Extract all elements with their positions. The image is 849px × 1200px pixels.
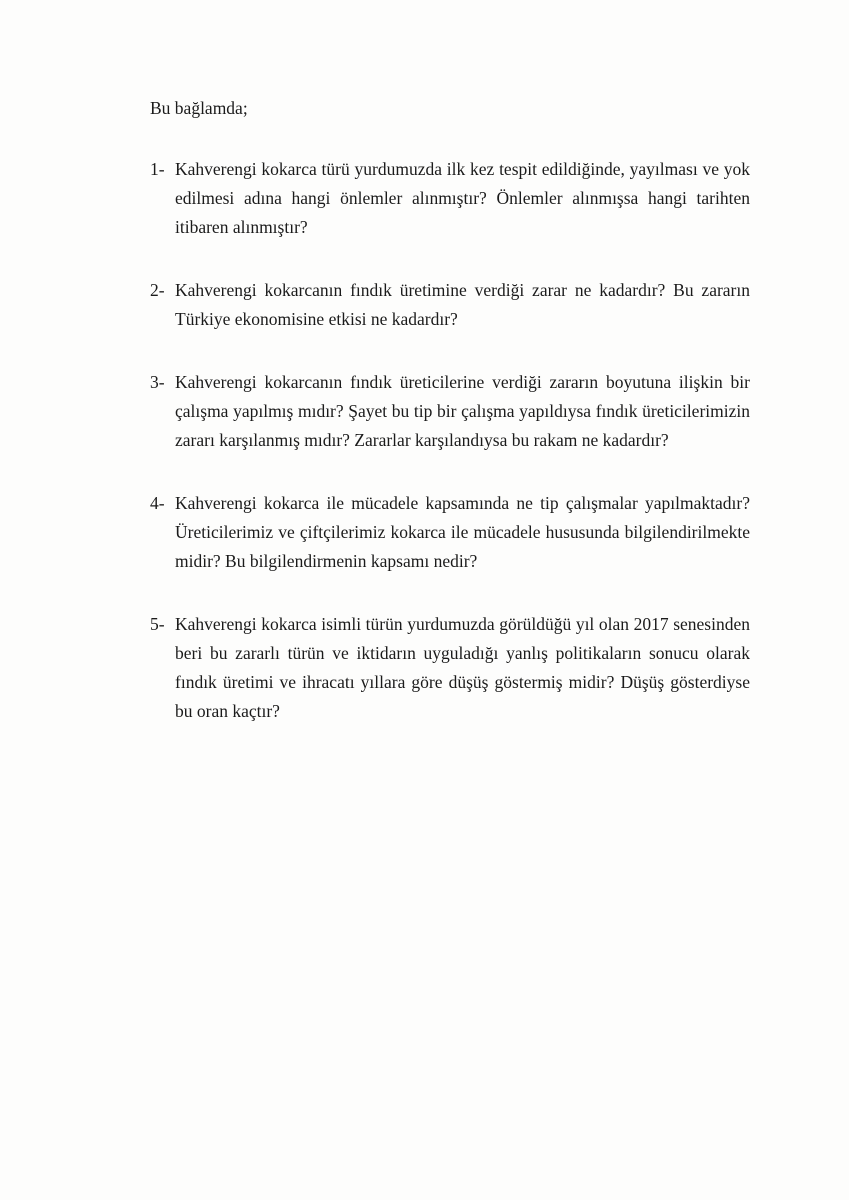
question-number: 1- [150, 159, 165, 179]
question-item-1 [150, 155, 750, 242]
question-text: Kahverengi kokarca türü yurdumuzda ilk kez tespit edildiğinde, yayılması ve yok edilmesi adına hangi önlemler alınmıştır? Önlemler alınmışsa hangi tarihten itibaren alınmıştır? [175, 159, 750, 237]
question-text: Kahverengi kokarca isimli türün yurdumuzda görüldüğü yıl olan 2017 senesinden beri bu zararlı türün ve iktidarın uyguladığı yanlış politikaların sonucu olarak fındık üretimi ve ihracatı yıllara göre düşüş göstermiş midir? Düşüş gösterdiyse bu oran kaçtır? [175, 614, 750, 721]
question-text: Kahverengi kokarcanın fındık üretimine verdiği zarar ne kadardır? Bu zararın Türkiye ekonomisine etkisi ne kadardır? [175, 280, 750, 329]
intro-text: Bu bağlamda; [150, 98, 248, 118]
question-number: 4- [150, 493, 165, 513]
question-text: Kahverengi kokarca ile mücadele kapsamında ne tip çalışmalar yapılmaktadır? Üreticilerimiz ve çiftçilerimiz kokarca ile mücadele hususunda bilgilendirilmekte midir? Bu bilgilendirmenin kapsamı nedir? [175, 493, 750, 571]
question-item-4 [150, 489, 750, 576]
question-number: 2- [150, 280, 165, 300]
question-list [150, 155, 750, 760]
question-item-5 [150, 610, 750, 726]
question-item-2 [150, 276, 750, 334]
question-text: Kahverengi kokarcanın fındık üreticilerine verdiği zararın boyutuna ilişkin bir çalışma yapılmış mıdır? Şayet bu tip bir çalışma yapıldıysa fındık üreticilerimizin zararı karşılanmış mıdır? Zararlar karşılandıysa bu rakam ne kadardır? [175, 372, 750, 450]
question-number: 5- [150, 614, 165, 634]
question-number: 3- [150, 372, 165, 392]
question-item-3 [150, 368, 750, 455]
